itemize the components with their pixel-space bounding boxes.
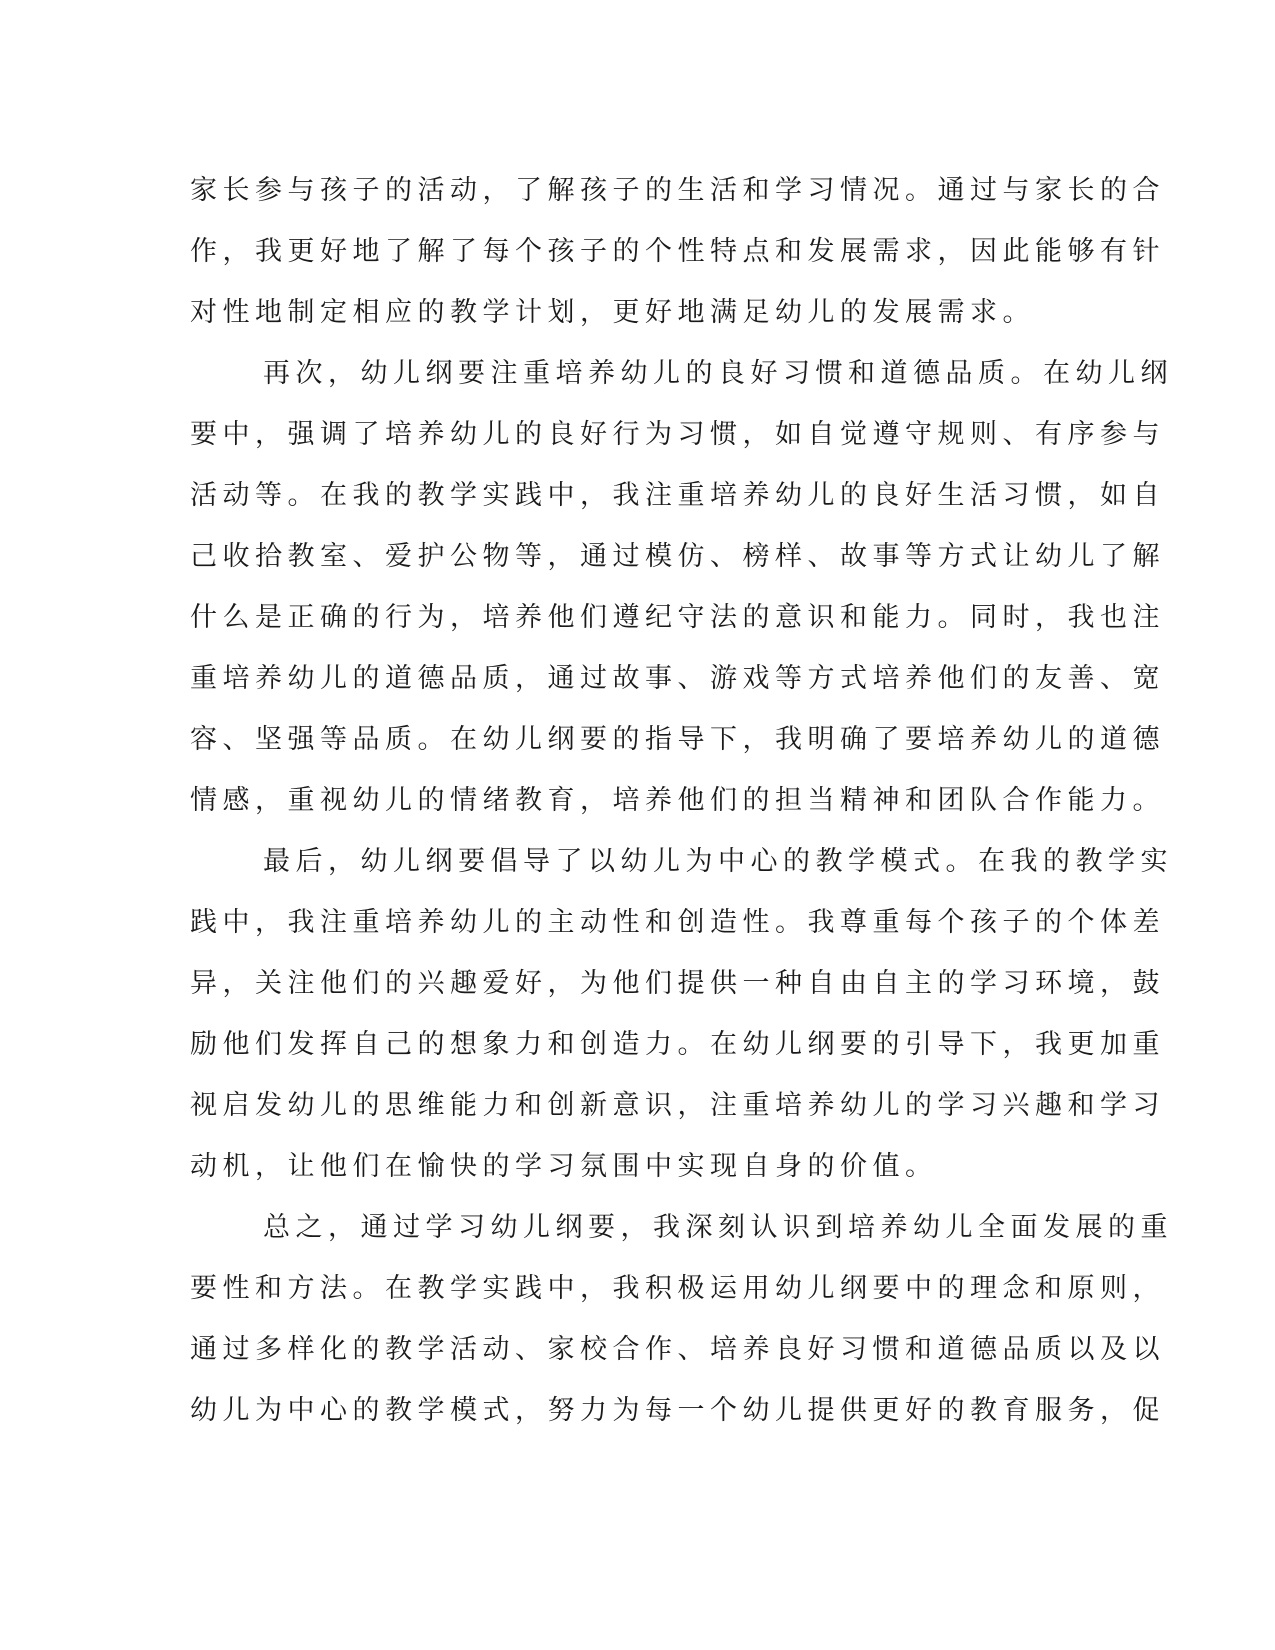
text-line: 践中，我注重培养幼儿的主动性和创造性。我尊重每个孩子的个体差: [190, 907, 1165, 938]
body-text: [190, 160, 1173, 1441]
text-line: 活动等。在我的教学实践中，我注重培养幼儿的良好生活习惯，如自: [190, 480, 1165, 511]
text-line: 通过多样化的教学活动、家校合作、培养良好习惯和道德品质以及以: [190, 1334, 1165, 1365]
paragraph-first-line: 再次，幼儿纲要注重培养幼儿的良好习惯和道德品质。在幼儿纲: [263, 358, 1173, 389]
text-line: 情感，重视幼儿的情绪教育，培养他们的担当精神和团队合作能力。: [190, 785, 1165, 816]
text-line: 重培养幼儿的道德品质，通过故事、游戏等方式培养他们的友善、宽: [190, 663, 1165, 694]
text-line: 异，关注他们的兴趣爱好，为他们提供一种自由自主的学习环境，鼓: [190, 968, 1165, 999]
text-line: 对性地制定相应的教学计划，更好地满足幼儿的发展需求。: [190, 297, 1035, 328]
text-line: 要中，强调了培养幼儿的良好行为习惯，如自觉遵守规则、有序参与: [190, 419, 1165, 450]
text-line: 励他们发挥自己的想象力和创造力。在幼儿纲要的引导下，我更加重: [190, 1029, 1165, 1060]
text-line: 动机，让他们在愉快的学习氛围中实现自身的价值。: [190, 1151, 938, 1182]
text-line: 容、坚强等品质。在幼儿纲要的指导下，我明确了要培养幼儿的道德: [190, 724, 1165, 755]
text-line: 己收拾教室、爱护公物等，通过模仿、榜样、故事等方式让幼儿了解: [190, 541, 1165, 572]
text-line: 幼儿为中心的教学模式，努力为每一个幼儿提供更好的教育服务，促: [190, 1395, 1165, 1426]
text-line: 视启发幼儿的思维能力和创新意识，注重培养幼儿的学习兴趣和学习: [190, 1090, 1165, 1121]
paragraph-first-line: 最后，幼儿纲要倡导了以幼儿为中心的教学模式。在我的教学实: [263, 846, 1173, 877]
text-line: 要性和方法。在教学实践中，我积极运用幼儿纲要中的理念和原则，: [190, 1273, 1165, 1304]
text-line: 作，我更好地了解了每个孩子的个性特点和发展需求，因此能够有针: [190, 236, 1165, 267]
paragraph-first-line: 总之，通过学习幼儿纲要，我深刻认识到培养幼儿全面发展的重: [263, 1212, 1173, 1243]
text-line: 家长参与孩子的活动，了解孩子的生活和学习情况。通过与家长的合: [190, 175, 1165, 206]
text-line: 什么是正确的行为，培养他们遵纪守法的意识和能力。同时，我也注: [190, 602, 1165, 633]
